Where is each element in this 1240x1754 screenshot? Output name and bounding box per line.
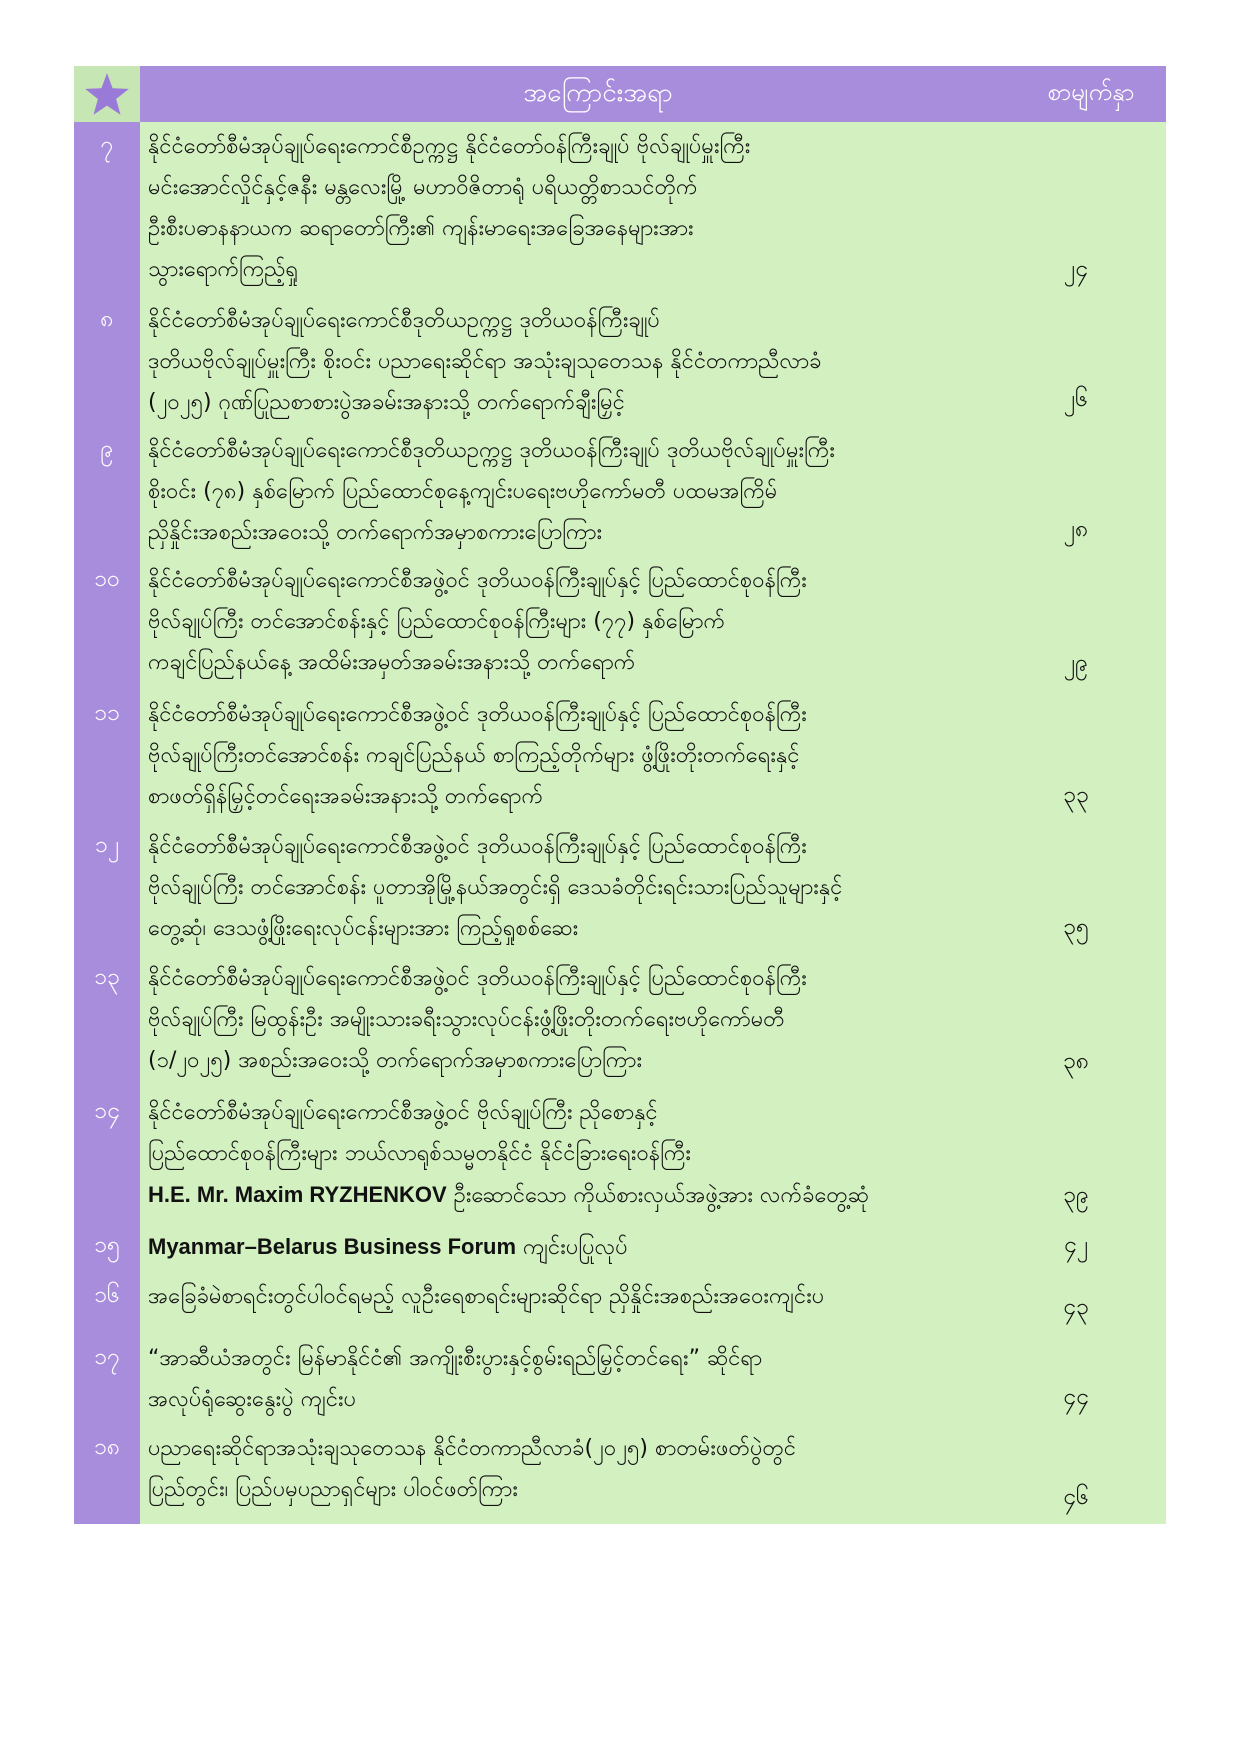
- entry-number: ၉: [100, 436, 114, 462]
- entry-page-number: ၂၆: [1063, 386, 1089, 412]
- entry-line: “အာဆီယံအတွင်း မြန်မာနိုင်ငံ၏ အကျိုးစီးပွားနှင့်စွမ်းရည်မြှင့်တင်ရေး” ဆိုင်ရာ: [148, 1346, 763, 1371]
- entry-line: ဦးစီးပဓာနနာယက ဆရာတော်ကြီး၏ ကျန်းမာရေးအခြေအနေများအား: [148, 216, 694, 241]
- entry-line: တွေ့ဆုံ၊ ဒေသဖွံ့ဖြိုးရေးလုပ်ငန်းများအား ကြည့်ရှုစစ်ဆေး: [148, 916, 579, 941]
- entry-page-number: ၄၃: [1063, 1294, 1089, 1320]
- entry-text: [140, 954, 1016, 1088]
- entry-text: [140, 426, 1016, 556]
- entry-line: နိုင်ငံတော်စီမံအုပ်ချုပ်ရေးကောင်စီအဖွဲ့ဝင် ဒုတိယဝန်ကြီးချုပ်နှင့် ပြည်ထောင်စုဝန်ကြီး: [148, 702, 807, 727]
- entry-line: (၁/၂၀၂၅) အစည်းအဝေးသို့ တက်ရောက်အမှာစကားပြောကြား: [148, 1048, 643, 1073]
- header-page-label: စာမျက်နှာ: [1047, 78, 1135, 106]
- toc-header: [74, 66, 1166, 122]
- toc-entry: [140, 954, 1166, 1088]
- toc-entry: [140, 1222, 1166, 1272]
- toc-entry: [140, 1424, 1166, 1524]
- entry-line: ဒုတိယဗိုလ်ချုပ်မှူးကြီး စိုးဝင်း ပညာရေးဆိုင်ရာ အသုံးချသုတေသန နိုင်ငံတကာညီလာခံ: [148, 349, 822, 374]
- entry-text: [140, 296, 1016, 426]
- star-cell: [74, 66, 140, 122]
- toc-entry: [140, 296, 1166, 426]
- entry-line-tail: ဦးဆောင်သော ကိုယ်စားလှယ်အဖွဲ့အား လက်ခံတွေ့ဆုံ: [446, 1183, 870, 1208]
- entry-latin-text: Myanmar–Belarus Business Forum: [148, 1234, 517, 1259]
- entry-line: နိုင်ငံတော်စီမံအုပ်ချုပ်ရေးကောင်စီဥက္ကဋ္ဌ နိုင်ငံတော်ဝန်ကြီးချုပ် ဗိုလ်ချုပ်မှူးကြီး: [148, 134, 751, 159]
- entry-page-number: ၂၄: [1063, 256, 1089, 282]
- toc-entry: [140, 1334, 1166, 1424]
- entry-page-number: ၃၃: [1063, 782, 1089, 808]
- entry-line: ဗိုလ်ချုပ်ကြီးတင်အောင်စန်း ကချင်ပြည်နယ် စာကြည့်တိုက်များ ဖွံ့ဖြိုးတိုးတက်ရေးနှင့်: [148, 743, 800, 768]
- entry-text: [140, 1334, 1016, 1424]
- entry-line: ပညာရေးဆိုင်ရာအသုံးချသုတေသန နိုင်ငံတကာညီလာခံ(၂၀၂၅) စာတမ်းဖတ်ပွဲတွင်: [148, 1436, 797, 1461]
- entry-line: ဗိုလ်ချုပ်ကြီး မြထွန်းဦး အမျိုးသားခရီးသွားလုပ်ငန်းဖွံ့ဖြိုးတိုးတက်ရေးဗဟိုကော်မတီ: [148, 1007, 785, 1032]
- entry-number: ၁၀: [94, 566, 120, 592]
- entry-line: နိုင်ငံတော်စီမံအုပ်ချုပ်ရေးကောင်စီဒုတိယဥက္ကဋ္ဌ ဒုတိယဝန်ကြီးချုပ်: [148, 308, 660, 333]
- entry-line: ဗိုလ်ချုပ်ကြီး တင်အောင်စန်းနှင့် ပြည်ထောင်စုဝန်ကြီးများ (၇၇) နှစ်မြောက်: [148, 609, 726, 634]
- entry-line: နိုင်ငံတော်စီမံအုပ်ချုပ်ရေးကောင်စီဒုတိယဥက္ကဋ္ဌ ဒုတိယဝန်ကြီးချုပ် ဒုတိယဗိုလ်ချုပ်မှူးကြီး: [148, 438, 835, 463]
- entry-page-number: ၄၄: [1063, 1384, 1089, 1410]
- entry-latin-text: H.E. Mr. Maxim RYZHENKOV: [148, 1182, 447, 1207]
- entry-number: ၇: [100, 132, 114, 158]
- toc-entry: [140, 426, 1166, 556]
- toc-entry: [140, 122, 1166, 296]
- entry-page-number: ၃၅: [1063, 914, 1089, 940]
- entry-page-number: ၂၉: [1063, 650, 1089, 676]
- entry-number: ၁၅: [94, 1232, 120, 1258]
- toc-rows: [140, 122, 1166, 1524]
- entry-line: နိုင်ငံတော်စီမံအုပ်ချုပ်ရေးကောင်စီအဖွဲ့ဝင် ဒုတိယဝန်ကြီးချုပ်နှင့် ပြည်ထောင်စုဝန်ကြီး: [148, 834, 807, 859]
- entry-number: ၁၃: [94, 964, 120, 990]
- table-of-contents: [74, 66, 1166, 1524]
- entry-line: သွားရောက်ကြည့်ရှု: [148, 257, 299, 282]
- entry-page-number: ၄၆: [1063, 1484, 1089, 1510]
- entry-line: စိုးဝင်း (၇၈) နှစ်မြောက် ပြည်ထောင်စုနေ့ကျင်းပရေးဗဟိုကော်မတီ ပထမအကြိမ်: [148, 479, 778, 504]
- entry-text: [140, 556, 1016, 690]
- entry-text: [140, 690, 1016, 822]
- entry-line: မင်းအောင်လှိုင်နှင့်ဇနီး မန္တလေးမြို့ မဟာဝိဇိတာရုံ ပရိယတ္တိစာသင်တိုက်: [148, 175, 698, 200]
- entry-line: (၂၀၂၅) ဂုဏ်ပြုညစာစားပွဲအခမ်းအနားသို့ တက်ရောက်ချီးမြှင့်: [148, 390, 625, 415]
- entry-line: နိုင်ငံတော်စီမံအုပ်ချုပ်ရေးကောင်စီအဖွဲ့ဝင် ဒုတိယဝန်ကြီးချုပ်နှင့် ပြည်ထောင်စုဝန်ကြီး: [148, 568, 807, 593]
- toc-body: [74, 122, 1166, 1524]
- toc-entry: [140, 822, 1166, 954]
- entry-number: ၁၄: [94, 1098, 120, 1124]
- toc-entry: [140, 690, 1166, 822]
- toc-entry: [140, 1272, 1166, 1334]
- toc-entry: [140, 1088, 1166, 1222]
- entry-line-mixed: [148, 1174, 1016, 1216]
- entry-page-number: ၂၈: [1063, 516, 1089, 542]
- entry-number: ၁၁: [94, 700, 120, 726]
- entry-page-number: ၃၉: [1063, 1182, 1089, 1208]
- star-icon: [84, 71, 130, 117]
- entry-text: [140, 1088, 1016, 1222]
- entry-line: ပြည်တွင်း၊ ပြည်ပမှပညာရှင်များ ပါဝင်ဖတ်ကြား: [148, 1477, 518, 1502]
- entry-line-tail: ကျင်းပပြုလုပ်: [516, 1235, 628, 1260]
- entry-line: ကချင်ပြည်နယ်နေ့ အထိမ်းအမှတ်အခမ်းအနားသို့ တက်ရောက်: [148, 650, 636, 675]
- entry-line: နိုင်ငံတော်စီမံအုပ်ချုပ်ရေးကောင်စီအဖွဲ့ဝင် ဒုတိယဝန်ကြီးချုပ်နှင့် ပြည်ထောင်စုဝန်ကြီး: [148, 966, 807, 991]
- entry-page-number: ၄၂: [1063, 1232, 1089, 1258]
- entry-line: အခြေခံမဲစာရင်းတွင်ပါဝင်ရမည့် လူဦးရေစာရင်းများဆိုင်ရာ ညှိနှိုင်းအစည်းအဝေးကျင်းပ: [148, 1284, 825, 1309]
- entry-page-number: ၃၈: [1062, 1048, 1090, 1074]
- entry-line: စာဖတ်ရှိန်မြှင့်တင်ရေးအခမ်းအနားသို့ တက်ရောက်: [148, 784, 543, 809]
- entry-number: ၁၂: [94, 832, 120, 858]
- header-title: အကြောင်းအရာ: [523, 77, 673, 108]
- entry-number: ၁၈: [93, 1434, 121, 1460]
- entry-text: [140, 1222, 1016, 1272]
- entry-line-mixed: [148, 1226, 1016, 1268]
- entry-text: [140, 122, 1016, 296]
- entry-text: [140, 822, 1016, 954]
- entry-text: [140, 1272, 1016, 1334]
- entry-line: ပြည်ထောင်စုဝန်ကြီးများ ဘယ်လာရုစ်သမ္မတနိုင်ငံ နိုင်ငံခြားရေးဝန်ကြီး: [148, 1141, 691, 1166]
- entry-line: အလုပ်ရုံဆွေးနွေးပွဲ ကျင်းပ: [148, 1387, 357, 1412]
- toc-entry: [140, 556, 1166, 690]
- entry-line: နိုင်ငံတော်စီမံအုပ်ချုပ်ရေးကောင်စီအဖွဲ့ဝင် ဗိုလ်ချုပ်ကြီး ညိုစောနှင့်: [148, 1100, 658, 1125]
- entry-text: [140, 1424, 1016, 1524]
- entry-number: ၁၇: [94, 1344, 120, 1370]
- entry-line: ဗိုလ်ချုပ်ကြီး တင်အောင်စန်း ပူတာအိုမြို့နယ်အတွင်းရှိ ဒေသခံတိုင်းရင်းသားပြည်သူများနှင့်: [148, 875, 843, 900]
- entry-number: ၈: [100, 306, 114, 332]
- entry-line: ညှိနှိုင်းအစည်းအဝေးသို့ တက်ရောက်အမှာစကားပြောကြား: [148, 520, 603, 545]
- entry-number: ၁၆: [94, 1282, 120, 1308]
